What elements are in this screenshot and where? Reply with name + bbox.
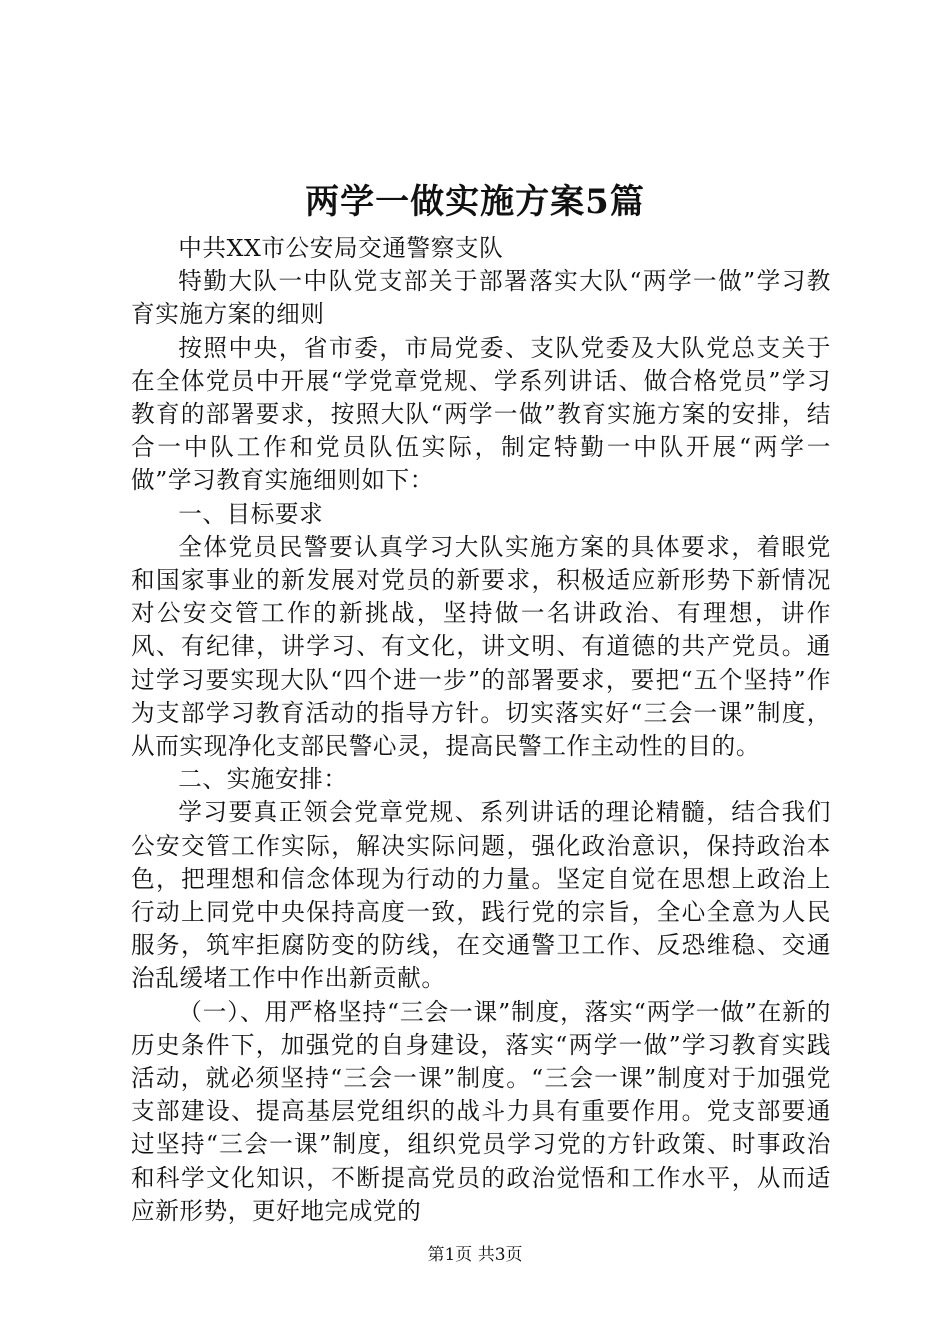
heading-goals: 一、目标要求 bbox=[178, 499, 324, 528]
paragraph-goals: 全体党员民警要认真学习大队实施方案的具体要求，着眼党和国家事业的新发展对党员的新要求，积极适应新形势下新情况对公安交管工作的新挑战，坚持做一名讲政治、有理想，讲作风、有纪律，讲学习、有文化，讲文明、有道德的共产党员。通过学习要实现大队“四个进一步”的部署要求，要把“五个坚持”作为支部学习教育活动的指导方针。切实落实好“三会一课”制度，从而实现净化支部民警心灵，提高民警工作主动性的目的。 bbox=[131, 532, 831, 761]
paragraph-subject: 特勤大队一中队党支部关于部署落实大队“两学一做”学习教育实施方案的细则 bbox=[131, 267, 831, 329]
paragraph-intro: 按照中央，省市委，市局党委、支队党委及大队党总支关于在全体党员中开展“学党章党规、学系列讲话、做合格党员”学习教育的部署要求，按照大队“两学一做”教育实施方案的安排，结合一中队工作和党员队伍实际，制定特勤一中队开展“两学一做”学习教育实施细则如下： bbox=[131, 333, 831, 495]
document-body bbox=[131, 232, 831, 1228]
paragraph-section-one: （一）、用严格坚持“三会一课”制度，落实“两学一做”在新的历史条件下，加强党的自身建设，落实“两学一做”学习教育实践活动，就必须坚持“三会一课”制度。“三会一课”制度对于加强党支部建设、提高基层党组织的战斗力具有重要作用。党支部要通过坚持“三会一课”制度，组织党员学习党的方针政策、时事政治和科学文化知识，不断提高党员的政治觉悟和工作水平，从而适应新形势，更好地完成党的 bbox=[131, 997, 831, 1225]
heading-arrangement: 二、实施安排： bbox=[178, 765, 348, 794]
document-title: 两学一做实施方案5篇 bbox=[305, 182, 645, 222]
page-number: 第1页 共3页 bbox=[427, 1245, 523, 1265]
paragraph-issuer: 中共XX市公安局交通警察支队 bbox=[178, 234, 504, 262]
paragraph-arrangement: 学习要真正领会党章党规、系列讲话的理论精髓，结合我们公安交管工作实际，解决实际问题，强化政治意识，保持政治本色，把理想和信念体现为行动的力量。坚定自觉在思想上政治上行动上同党中央保持高度一致，践行党的宗旨，全心全意为人民服务，筑牢拒腐防变的防线，在交通警卫工作、反恐维稳、交通治乱缓堵工作中作出新贡献。 bbox=[131, 798, 831, 993]
